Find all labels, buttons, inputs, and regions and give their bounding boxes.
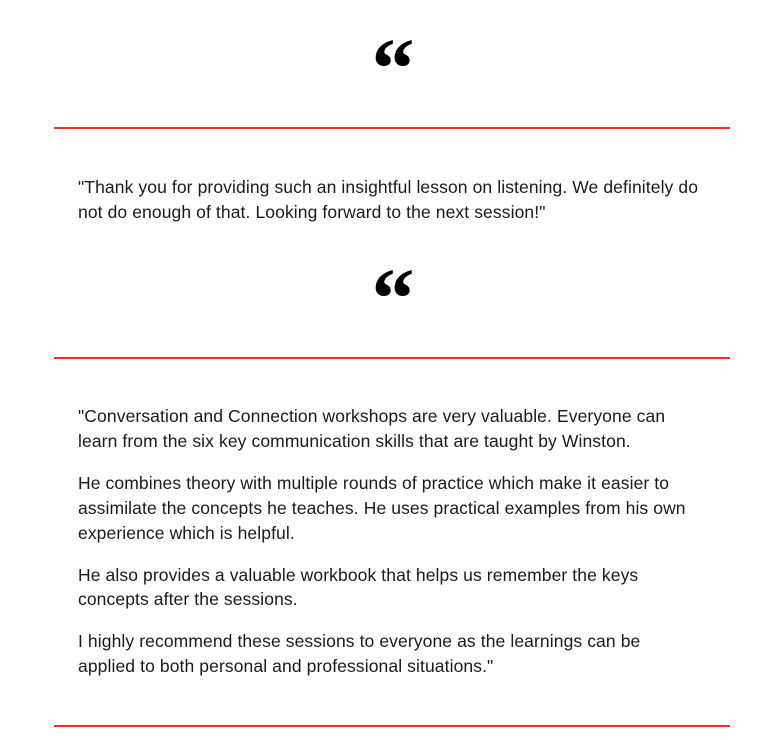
testimonial-paragraph: "Conversation and Connection workshops are very valuable. Everyone can learn from the six key communication skills that are taught by Winston. <box>78 406 666 452</box>
testimonial-paragraph: He also provides a valuable workbook that helps us remember the keys concepts after the sessions. <box>78 564 639 610</box>
testimonial-paragraph: He combines theory with multiple rounds of practice which make it easier to assimilate the concepts he teaches. He uses practical examples from his own experience which is helpful. <box>78 472 686 543</box>
testimonial-2-text <box>78 404 686 679</box>
testimonial-block-1 <box>0 0 784 224</box>
testimonial-paragraph: I highly recommend these sessions to everyone as the learnings can be applied to both personal and professional situations." <box>78 631 641 677</box>
divider-rule <box>54 127 730 129</box>
testimonial-paragraph: "Thank you for providing such an insightful lesson on listening. We definitely do not do enough of that. Looking forward to the next session!" <box>78 176 699 222</box>
testimonial-1-text <box>78 175 706 225</box>
quote-open-icon: “ <box>371 250 413 347</box>
divider-rule <box>54 357 730 359</box>
testimonial-block-2 <box>0 224 784 726</box>
quote-open-icon: “ <box>371 20 413 116</box>
divider-rule-bottom <box>54 725 730 727</box>
